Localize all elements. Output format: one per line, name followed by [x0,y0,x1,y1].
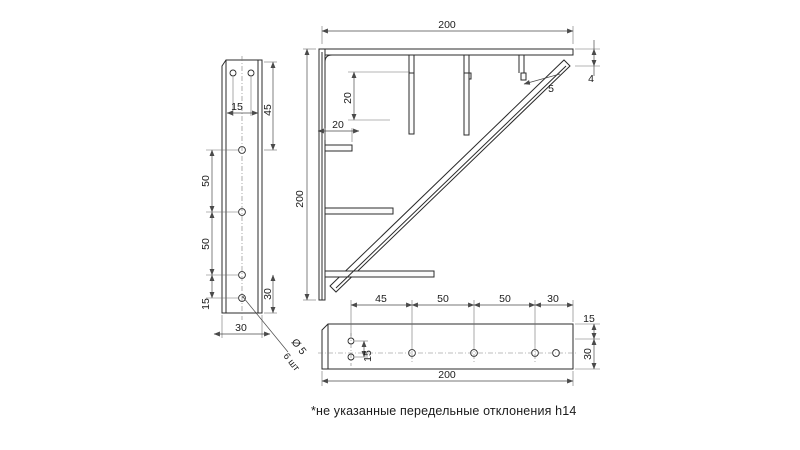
svg-text:6 шт: 6 шт [280,351,302,374]
svg-text:20: 20 [342,92,354,104]
svg-text:30: 30 [262,288,274,300]
tolerance-note: *не указанные передельные отклонения h14 [311,404,577,418]
svg-text:Ø 5: Ø 5 [288,336,309,358]
vertical-plate-geometry [222,56,262,320]
svg-text:15: 15 [200,298,212,310]
svg-text:15: 15 [362,350,374,362]
svg-text:30: 30 [582,348,594,360]
svg-text:15: 15 [231,101,243,113]
svg-text:30: 30 [235,322,247,334]
svg-text:200: 200 [438,369,456,381]
svg-text:50: 50 [499,293,511,305]
bracket-profile-dimensions [294,19,600,300]
svg-text:20: 20 [332,119,344,131]
svg-text:45: 45 [262,104,274,116]
svg-text:200: 200 [294,190,306,208]
svg-text:45: 45 [375,293,387,305]
svg-text:50: 50 [200,238,212,250]
svg-text:50: 50 [200,175,212,187]
svg-text:50: 50 [437,293,449,305]
svg-text:30: 30 [547,293,559,305]
bracket-profile-geometry [319,49,573,300]
svg-text:200: 200 [438,19,456,31]
svg-text:4: 4 [588,73,594,85]
svg-text:5: 5 [548,83,554,95]
svg-text:15: 15 [583,313,595,325]
bottom-plate-geometry [318,324,578,369]
